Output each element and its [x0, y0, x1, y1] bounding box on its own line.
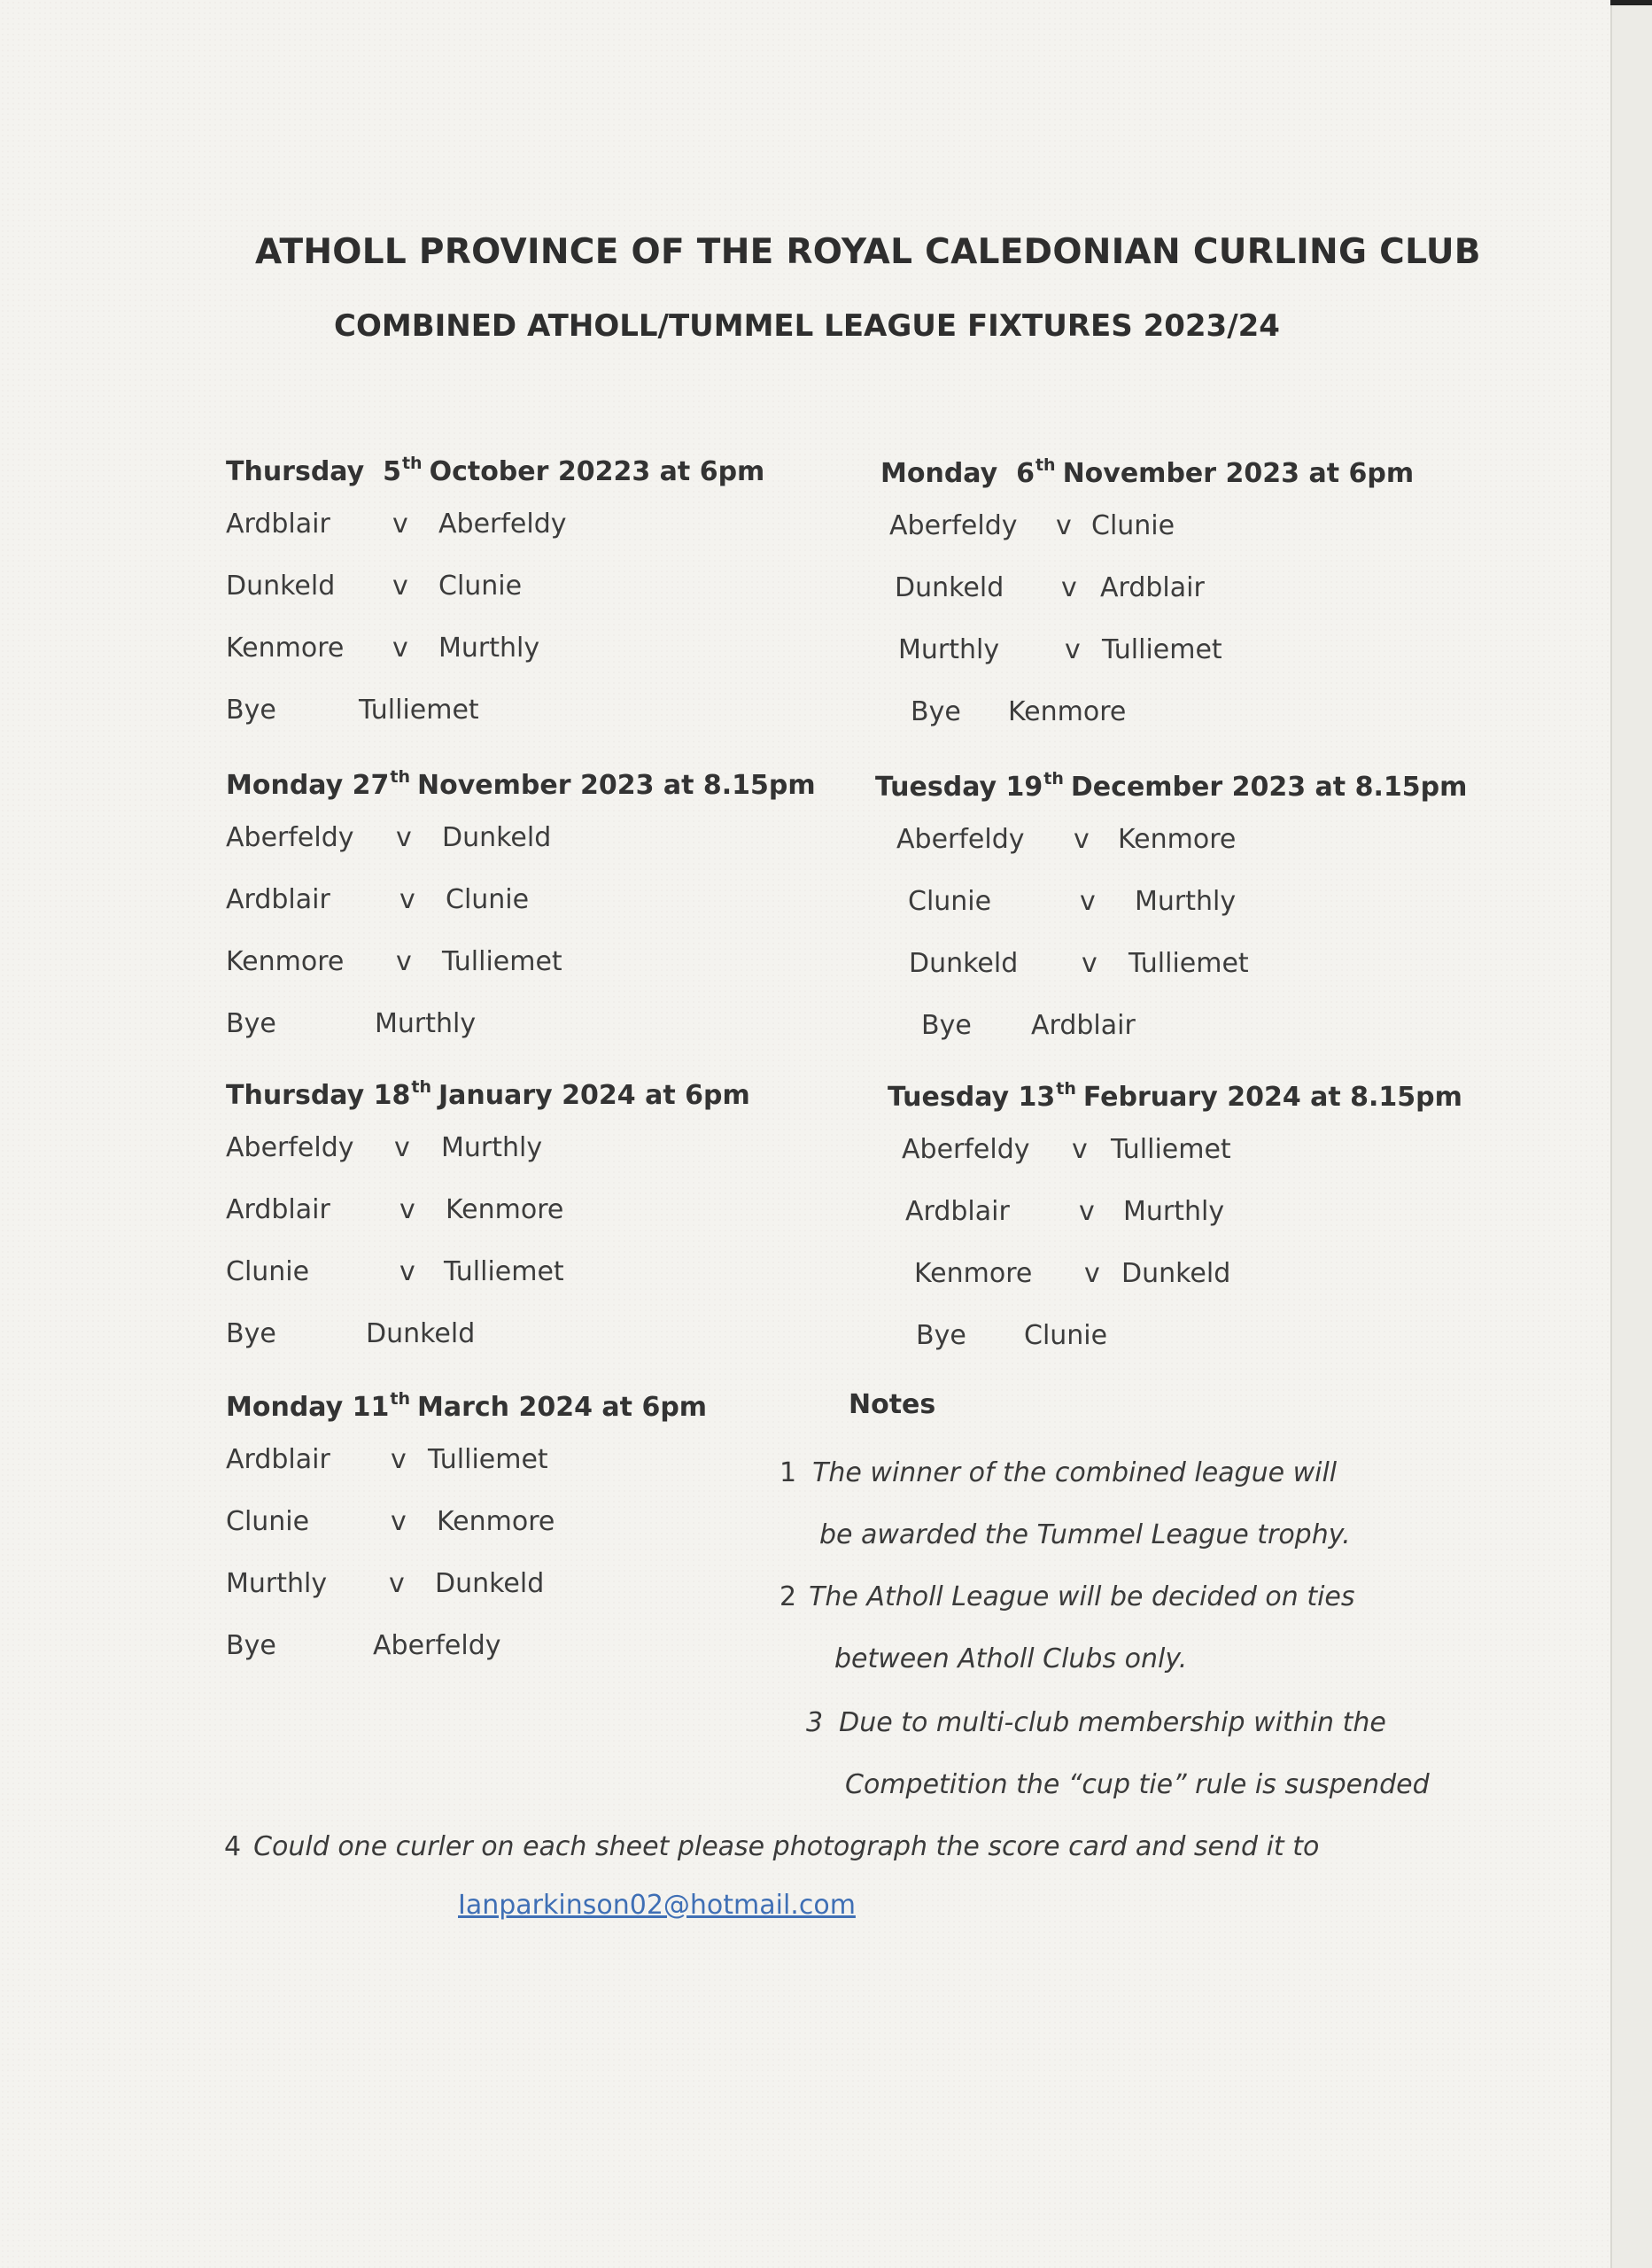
fixture-ordinal: th	[390, 1389, 410, 1409]
note-4-line-1	[224, 1831, 1319, 1862]
versus: v	[399, 1256, 415, 1287]
versus: v	[389, 1568, 405, 1599]
bye-label: Bye	[226, 695, 276, 726]
away-team: Tulliemet	[428, 1444, 548, 1475]
fixture-day-number: 13	[1018, 1082, 1056, 1113]
bye-label: Bye	[226, 1630, 276, 1661]
fixture-date	[226, 1389, 707, 1433]
away-team: Tulliemet	[442, 946, 562, 977]
bye-team: Murthly	[375, 1008, 477, 1039]
note-number: 3	[806, 1707, 824, 1738]
document-subtitle: COMBINED ATHOLL/TUMMEL LEAGUE FIXTURES 2023/24	[334, 308, 1280, 344]
note-text: The winner of the combined league will	[812, 1457, 1338, 1488]
fixture-day: Monday	[226, 1392, 344, 1423]
away-team: Clunie	[1091, 510, 1175, 541]
versus: v	[396, 946, 412, 977]
home-team: Murthly	[898, 634, 1000, 665]
match-row	[226, 560, 764, 622]
match-row	[914, 1247, 1489, 1309]
fixture-ordinal: th	[1035, 455, 1056, 475]
fixture-day: Monday	[880, 458, 998, 489]
away-team: Murthly	[1135, 886, 1237, 917]
match-row	[226, 1184, 750, 1246]
home-team: Ardblair	[226, 1444, 330, 1475]
match-row	[226, 1122, 750, 1184]
away-team: Tulliemet	[1102, 634, 1222, 665]
home-team: Clunie	[908, 886, 992, 917]
home-team: Aberfeldy	[226, 1132, 354, 1163]
versus: v	[392, 571, 408, 602]
versus: v	[399, 884, 415, 915]
bye-row	[226, 998, 816, 1060]
away-team: Kenmore	[437, 1506, 555, 1537]
bye-row	[916, 1309, 1491, 1371]
fixture-day-number: 6	[1016, 458, 1035, 489]
fixture-date-rest: October 20223 at 6pm	[429, 456, 765, 487]
bye-team: Aberfeldy	[373, 1630, 501, 1661]
versus: v	[1056, 510, 1072, 541]
bye-label: Bye	[921, 1010, 972, 1041]
fixture-date-rest: February 2024 at 8.15pm	[1082, 1082, 1462, 1113]
away-team: Dunkeld	[442, 822, 552, 853]
match-row	[909, 937, 1501, 999]
note-2-line-2: between Atholl Clubs only.	[834, 1643, 1188, 1674]
note-1-line-2: be awarded the Tummel League trophy.	[819, 1519, 1351, 1550]
versus: v	[1080, 886, 1096, 917]
home-team: Clunie	[226, 1256, 310, 1287]
fixture-date	[880, 455, 1414, 500]
fixture-day-number: 19	[1005, 772, 1043, 803]
away-team: Kenmore	[1118, 824, 1237, 855]
match-row	[226, 498, 764, 560]
home-team: Dunkeld	[909, 948, 1019, 979]
match-row	[896, 813, 1488, 875]
match-row	[226, 622, 764, 684]
match-row	[226, 874, 816, 936]
versus: v	[391, 1444, 407, 1475]
home-team: Murthly	[226, 1568, 328, 1599]
home-team: Aberfeldy	[896, 824, 1025, 855]
fixture-block	[888, 1079, 1462, 1371]
versus: v	[392, 509, 408, 540]
bye-label: Bye	[911, 696, 961, 727]
note-3-line-1	[806, 1707, 1386, 1738]
note-number: 2	[779, 1581, 797, 1612]
bye-label: Bye	[226, 1008, 276, 1039]
fixture-day: Tuesday	[875, 772, 997, 803]
versus: v	[1061, 572, 1077, 603]
notes-heading: Notes	[849, 1389, 936, 1420]
versus: v	[1084, 1258, 1100, 1289]
bye-team: Clunie	[1024, 1320, 1108, 1351]
home-team: Dunkeld	[226, 571, 336, 602]
match-row	[895, 562, 1428, 624]
bye-team: Tulliemet	[359, 695, 479, 726]
versus: v	[1074, 824, 1090, 855]
match-row	[902, 1123, 1477, 1185]
versus: v	[1072, 1134, 1088, 1165]
home-team: Kenmore	[226, 946, 345, 977]
away-team: Ardblair	[1100, 572, 1205, 603]
match-row	[898, 624, 1431, 686]
home-team: Ardblair	[905, 1196, 1010, 1227]
away-team: Murthly	[438, 633, 540, 664]
versus: v	[1082, 948, 1097, 979]
fixture-ordinal: th	[411, 1077, 431, 1097]
fixture-ordinal: th	[401, 454, 423, 473]
home-team: Ardblair	[226, 509, 330, 540]
fixture-block	[880, 455, 1414, 748]
versus: v	[394, 1132, 410, 1163]
fixture-date-rest: January 2024 at 6pm	[438, 1080, 750, 1111]
note-3-line-2: Competition the “cup tie” rule is suspended	[845, 1769, 1430, 1800]
fixture-block	[226, 767, 816, 1060]
note-number: 4	[224, 1831, 242, 1862]
note-text: The Atholl League will be decided on ties	[809, 1581, 1355, 1612]
fixture-ordinal: th	[390, 767, 410, 787]
away-team: Kenmore	[446, 1194, 564, 1225]
away-team: Tulliemet	[444, 1256, 564, 1287]
fixture-block	[226, 1389, 707, 1682]
match-row	[226, 1557, 707, 1619]
fixture-day: Thursday	[226, 1080, 365, 1111]
fixture-day: Tuesday	[888, 1082, 1010, 1113]
bye-label: Bye	[916, 1320, 966, 1351]
fixture-date-rest: November 2023 at 8.15pm	[417, 770, 816, 801]
fixture-date	[226, 767, 816, 812]
fixture-day-number: 18	[373, 1080, 411, 1111]
home-team: Kenmore	[914, 1258, 1033, 1289]
away-team: Murthly	[441, 1132, 543, 1163]
away-team: Dunkeld	[435, 1568, 545, 1599]
away-team: Dunkeld	[1121, 1258, 1231, 1289]
versus: v	[391, 1506, 407, 1537]
fixture-date-rest: November 2023 at 6pm	[1062, 458, 1415, 489]
fixture-block	[226, 454, 764, 746]
match-row	[226, 1433, 707, 1495]
document-title: ATHOLL PROVINCE OF THE ROYAL CALEDONIAN CURLING CLUB	[255, 232, 1481, 272]
versus: v	[399, 1194, 415, 1225]
versus: v	[392, 633, 408, 664]
bye-row	[921, 999, 1513, 1061]
fixture-date-rest: December 2023 at 8.15pm	[1070, 772, 1468, 803]
note-number: 1	[779, 1457, 797, 1488]
fixture-day: Monday	[226, 770, 344, 801]
bye-row	[226, 1308, 750, 1370]
note-2-line-1	[779, 1581, 1355, 1612]
versus: v	[396, 822, 412, 853]
bye-label: Bye	[226, 1318, 276, 1349]
bye-row	[226, 1619, 707, 1682]
fixture-block	[875, 769, 1467, 1061]
away-team: Tulliemet	[1111, 1134, 1231, 1165]
match-row	[226, 812, 816, 874]
home-team: Ardblair	[226, 1194, 330, 1225]
away-team: Murthly	[1123, 1196, 1225, 1227]
fixture-date	[226, 454, 764, 498]
fixture-date	[226, 1077, 750, 1122]
fixture-day-number: 11	[352, 1392, 390, 1423]
home-team: Kenmore	[226, 633, 345, 664]
scan-corner-mark	[1610, 0, 1652, 5]
note-1-line-1	[779, 1457, 1337, 1488]
note-text: Due to multi-club membership within the	[839, 1707, 1386, 1738]
fixture-block	[226, 1077, 750, 1370]
away-team: Clunie	[438, 571, 523, 602]
fixture-day-number: 5	[383, 456, 401, 487]
versus: v	[1079, 1196, 1095, 1227]
scan-edge	[1610, 0, 1652, 2268]
match-row	[889, 500, 1423, 562]
away-team: Clunie	[446, 884, 530, 915]
bye-team: Dunkeld	[366, 1318, 476, 1349]
fixture-date-rest: March 2024 at 6pm	[417, 1392, 708, 1423]
home-team: Aberfeldy	[226, 822, 354, 853]
fixture-ordinal: th	[1056, 1079, 1076, 1099]
home-team: Clunie	[226, 1506, 310, 1537]
note-text: Could one curler on each sheet please photograph the score card and send it to	[253, 1831, 1320, 1862]
fixture-date	[888, 1079, 1462, 1123]
fixture-date	[875, 769, 1467, 813]
match-row	[226, 1246, 750, 1308]
fixture-day-number: 27	[352, 770, 390, 801]
bye-row	[911, 686, 1444, 748]
bye-team: Kenmore	[1008, 696, 1127, 727]
email-link[interactable]: Ianparkinson02@hotmail.com	[458, 1890, 856, 1921]
away-team: Tulliemet	[1128, 948, 1249, 979]
fixture-ordinal: th	[1043, 769, 1064, 788]
match-row	[226, 936, 816, 998]
bye-team: Ardblair	[1031, 1010, 1136, 1041]
fixture-day: Thursday	[226, 456, 365, 487]
versus: v	[1065, 634, 1081, 665]
home-team: Aberfeldy	[889, 510, 1018, 541]
home-team: Aberfeldy	[902, 1134, 1030, 1165]
match-row	[226, 1495, 707, 1557]
home-team: Ardblair	[226, 884, 330, 915]
away-team: Aberfeldy	[438, 509, 567, 540]
bye-row	[226, 684, 764, 746]
match-row	[908, 875, 1500, 937]
match-row	[905, 1185, 1480, 1247]
home-team: Dunkeld	[895, 572, 1004, 603]
